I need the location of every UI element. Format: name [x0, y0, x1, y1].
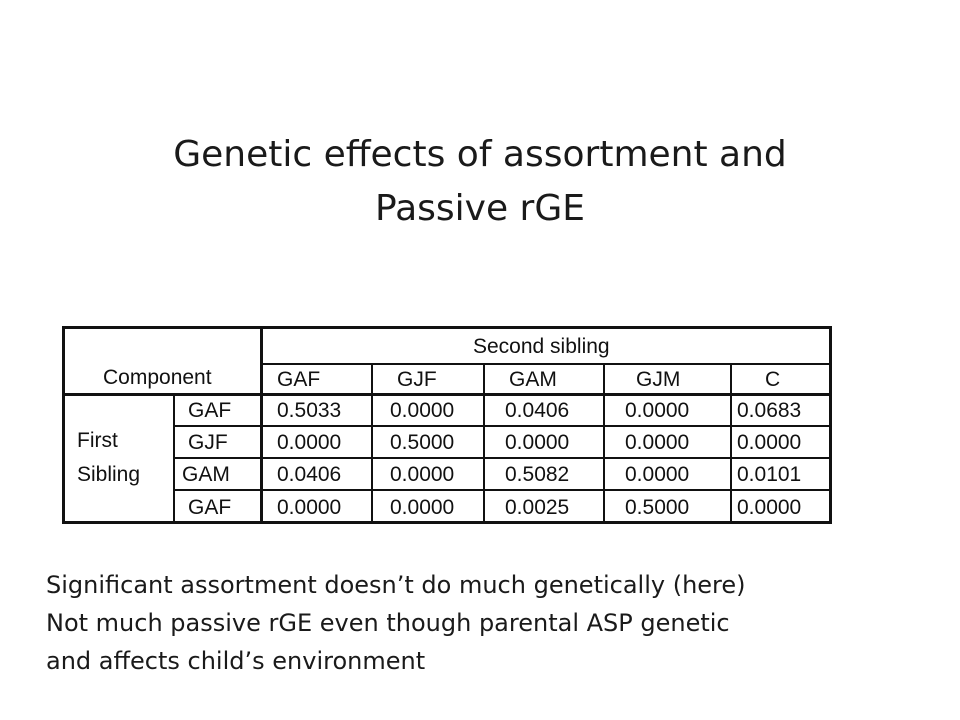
column-header: C: [765, 368, 781, 391]
component-header: Component: [103, 366, 212, 389]
column-header: GJF: [397, 368, 437, 391]
table-cell: 0.0000: [390, 496, 455, 519]
second-sibling-header: Second sibling: [473, 335, 610, 358]
table-cell: 0.0025: [505, 496, 570, 519]
rule-col-3: [603, 363, 605, 521]
column-header: GAF: [277, 368, 321, 391]
table-cell: 0.0000: [277, 496, 342, 519]
rule-under-second-sibling: [260, 363, 829, 365]
slide-title: [60, 128, 900, 236]
row-label: GAF: [188, 399, 232, 422]
column-header: GAM: [509, 368, 557, 391]
table-cell: 0.0000: [505, 431, 570, 454]
column-header: GJM: [636, 368, 681, 391]
table-cell: 0.0683: [737, 399, 802, 422]
row-label: GJF: [188, 431, 228, 454]
table-cell: 0.5000: [390, 431, 455, 454]
table-cell: 0.0000: [625, 431, 690, 454]
slide-notes: [46, 566, 946, 680]
note-line-2: Not much passive rGE even though parental ASP genetic: [46, 609, 730, 637]
slide-title-line-1: Genetic effects of assortment and: [173, 134, 787, 175]
table-cell: 0.0000: [625, 399, 690, 422]
note-line-1: Significant assortment doesn’t do much genetically (here): [46, 571, 746, 599]
first-sibling-label: Sibling: [77, 463, 141, 486]
row-label: GAF: [188, 496, 232, 519]
row-label: GAM: [182, 463, 230, 486]
correlation-table: [62, 326, 832, 524]
table-cell: 0.5033: [277, 399, 342, 422]
slide-title-line-2: Passive rGE: [374, 188, 585, 229]
note-line-3: and affects child’s environment: [46, 647, 426, 675]
rule-main-vertical: [260, 329, 263, 521]
table-cell: 0.0000: [390, 399, 455, 422]
table-cell: 0.0000: [625, 463, 690, 486]
rule-under-header: [65, 393, 829, 396]
table-cell: 0.5082: [505, 463, 570, 486]
rule-col-1: [371, 363, 373, 521]
first-sibling-label: First: [77, 429, 118, 452]
rule-row-label-vertical: [173, 393, 175, 521]
table-cell: 0.0000: [390, 463, 455, 486]
rule-col-2: [483, 363, 485, 521]
table-cell: 0.5000: [625, 496, 690, 519]
table-cell: 0.0000: [277, 431, 342, 454]
table-cell: 0.0406: [277, 463, 342, 486]
rule-col-4: [730, 363, 732, 521]
table-cell: 0.0000: [737, 431, 802, 454]
table-cell: 0.0000: [737, 496, 802, 519]
table-cell: 0.0406: [505, 399, 570, 422]
table-cell: 0.0101: [737, 463, 802, 486]
